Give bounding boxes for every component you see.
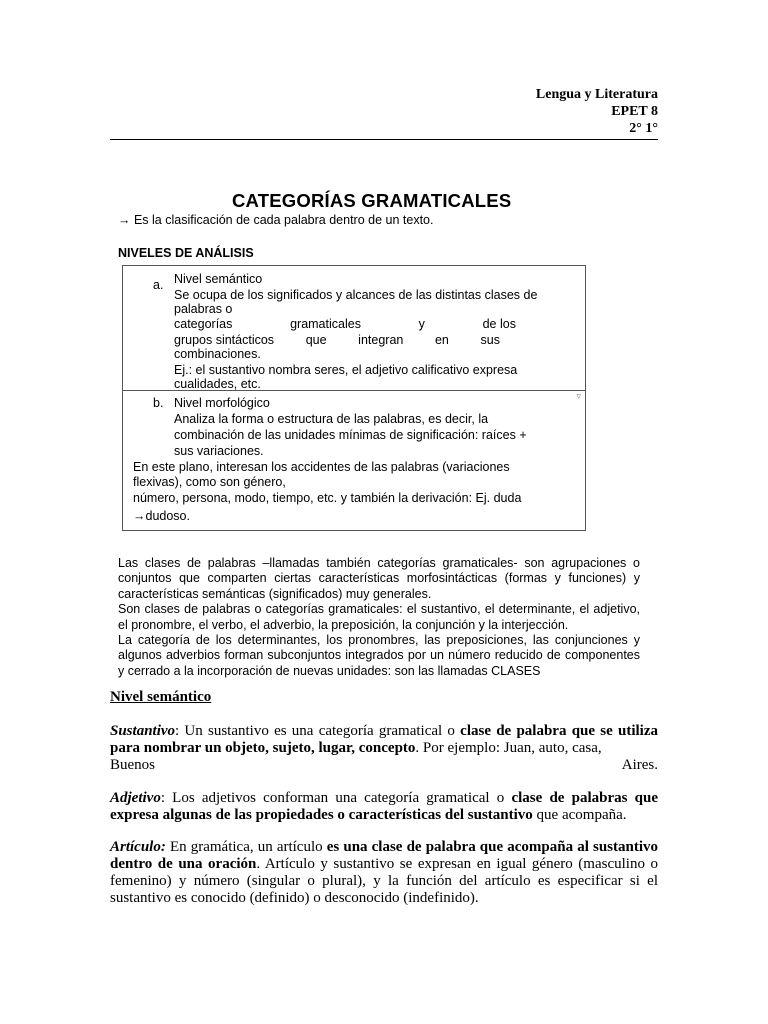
paragraph-bold: clase de palabra que se utiliza para nombrar un objeto, sujeto, lugar, concepto bbox=[110, 723, 658, 756]
word: integran bbox=[358, 333, 404, 347]
term-adjetivo: Adjetivo bbox=[110, 790, 161, 806]
level-b-line: flexivas), como son género, bbox=[133, 475, 286, 489]
paragraph-last-line bbox=[110, 757, 658, 774]
scan-paragraphs bbox=[118, 556, 640, 679]
course-label: 2° 1° bbox=[629, 121, 658, 136]
level-a-line: combinaciones. bbox=[174, 347, 261, 361]
scan-paragraph: Las clases de palabras –llamadas también categorías gramaticales- son agrupaciones o conjuntos que comparten ciertas características morfosintácticas (formas y funciones) y características semánticas (significados) muy generales. bbox=[118, 556, 640, 601]
level-b-title: Nivel morfológico bbox=[174, 396, 270, 410]
level-a-line: palabras o bbox=[174, 302, 233, 316]
levels-heading: NIVELES DE ANÁLISIS bbox=[118, 246, 254, 260]
sustantivo-paragraph bbox=[110, 723, 658, 774]
word: de los bbox=[482, 317, 516, 331]
level-b-line: combinación de las unidades mínimas de significación: raíces + bbox=[174, 428, 527, 442]
word: sus bbox=[480, 333, 500, 347]
level-a-line: cualidades, etc. bbox=[174, 377, 261, 391]
term-sustantivo: Sustantivo bbox=[110, 723, 176, 739]
header-divider bbox=[110, 139, 658, 140]
articulo-paragraph bbox=[110, 839, 658, 907]
paragraph-text: . Por ejemplo: Juan, auto, casa, bbox=[415, 740, 602, 756]
subject-label: Lengua y Literatura bbox=[535, 87, 658, 102]
level-b-letter: b. bbox=[153, 396, 164, 410]
level-a-line-spread bbox=[174, 316, 516, 332]
word: y bbox=[418, 317, 425, 331]
scan-paragraph: La categoría de los determinantes, los pronombres, las preposiciones, las conjunciones y algunos adverbios forman subconjuntos integrados por un número reducido de componentes y cerrado a la incorporación de nuevas unidades: son las llamadas CLASES bbox=[118, 633, 640, 678]
word: categorías bbox=[174, 317, 233, 331]
paragraph-text: . Artículo y sustantivo se expresan en igual género (masculino o femenino) y número (singular o plural), y la función del artículo es especificar si el sustantivo es conocido (definido) o desconocido (indefinido). bbox=[110, 856, 658, 906]
term-articulo: Artículo: bbox=[110, 839, 166, 855]
level-a-line: Se ocupa de los significados y alcances de las distintas clases de bbox=[174, 288, 538, 302]
paragraph-text: En gramática, un artículo bbox=[165, 839, 327, 855]
level-b-line: sus variaciones. bbox=[174, 444, 264, 458]
word: gramaticales bbox=[290, 317, 361, 331]
word: Aires. bbox=[621, 757, 658, 773]
scroll-arrow-icon: ▿ bbox=[576, 391, 581, 401]
section-heading: Nivel semántico bbox=[110, 689, 212, 705]
scan-definition: → Es la clasificación de cada palabra dentro de un texto. bbox=[118, 213, 434, 227]
level-a-line: Ej.: el sustantivo nombra seres, el adjetivo calificativo expresa bbox=[174, 363, 518, 377]
level-b-line: número, persona, modo, tiempo, etc. y también la derivación: Ej. duda bbox=[133, 491, 522, 505]
word: en bbox=[434, 333, 449, 347]
word: Buenos bbox=[110, 757, 155, 773]
paragraph-text: que acompaña. bbox=[532, 807, 627, 823]
scan-title: CATEGORÍAS GRAMATICALES bbox=[232, 190, 512, 211]
level-b-line: →dudoso. bbox=[133, 509, 190, 523]
paragraph-text: : Los adjetivos conforman una categoría gramatical o bbox=[160, 790, 512, 806]
school-label: EPET 8 bbox=[611, 104, 658, 119]
levels-table bbox=[122, 265, 586, 531]
paragraph-text: : Un sustantivo es una categoría gramatical o bbox=[175, 723, 461, 739]
scan-paragraph: Son clases de palabras o categorías gramaticales: el sustantivo, el determinante, el adjetivo, el pronombre, el verbo, el adverbio, la preposición, la conjunción y la interjección. bbox=[118, 602, 640, 632]
document-header bbox=[536, 86, 658, 137]
level-b-line: En este plano, interesan los accidentes de las palabras (variaciones bbox=[133, 460, 510, 474]
paragraph-bold: clase de palabras que expresa algunas de las propiedades o características del sustantivo bbox=[110, 790, 658, 823]
level-b-line: Analiza la forma o estructura de las palabras, es decir, la bbox=[174, 412, 489, 426]
word: que bbox=[305, 333, 327, 347]
level-a-title: Nivel semántico bbox=[174, 272, 263, 286]
adjetivo-paragraph bbox=[110, 790, 658, 824]
box-divider bbox=[123, 390, 585, 391]
paragraph-bold: es una clase de palabra que acompaña al sustantivo dentro de una oración bbox=[110, 839, 658, 872]
word: grupos sintácticos bbox=[174, 333, 275, 347]
level-a-letter: a. bbox=[153, 278, 164, 292]
